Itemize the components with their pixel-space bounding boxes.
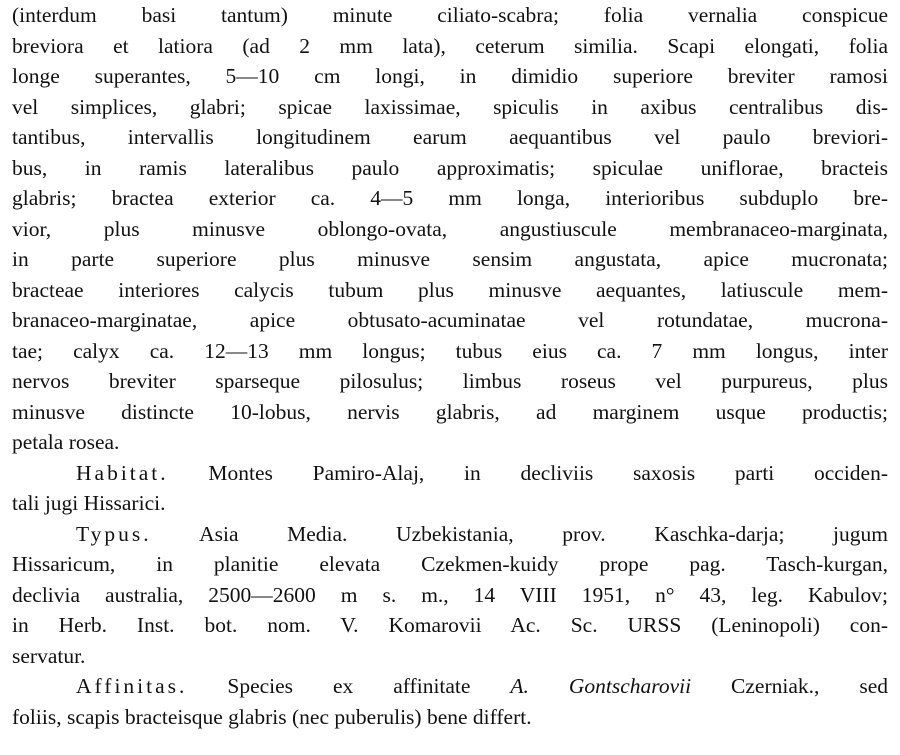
habitat-text: Montes Pamiro-Alaj, in decliviis saxosis parti occiden- [208,460,888,485]
text-line [12,519,888,550]
text-line: (interdum basi tantum) minute ciliato-scabra; folia vernalia conspicue [12,3,888,27]
text-line: declivia australia, 2500—2600 m s. m., 14 VIII 1951, n° 43, leg. Kabulov; [12,582,888,607]
text-line: breviora et latiora (ad 2 mm lata), ceterum similia. Scapi elongati, folia [12,33,888,58]
text-line [12,671,888,702]
text-line: minusve distincte 10-lobus, nervis glabris, ad marginem usque productis; [12,399,888,424]
text-line: tae; calyx ca. 12—13 mm longus; tubus eius ca. 7 mm longus, inter [12,338,888,363]
text-line: longe superantes, 5—10 cm longi, in dimidio superiore breviter ramosi [12,64,888,88]
document-page [12,0,888,732]
text-line: Hissaricum, in planitie elevata Czekmen-kuidy prope pag. Tasch-kurgan, [12,552,888,576]
text-line: servatur. [12,643,86,668]
text-line: tali jugi Hissarici. [12,491,166,515]
description-paragraph [12,0,888,458]
habitat-paragraph [12,458,888,519]
text-line: tantibus, intervallis longitudinem earum aequantibus vel paulo breviori- [12,125,888,149]
text-line: in parte superiore plus minusve sensim angustata, apice mucronata; [12,247,888,271]
typus-paragraph [12,519,888,672]
text-line: nervos breviter sparseque pilosulus; limbus roseus vel purpureus, plus [12,369,888,393]
habitat-label: Habitat. [76,460,169,485]
species-name: A. Gontscharovii [510,674,692,698]
affinitas-text-end: Czerniak., sed [731,674,888,698]
affinitas-text: Species ex affinitate [227,674,471,698]
text-line: petala rosea. [12,430,120,454]
text-line: vior, plus minusve oblongo-ovata, angustiuscule membranaceo-marginata, [12,216,888,241]
text-line: foliis, scapis bracteisque glabris (nec puberulis) bene differt. [12,704,532,729]
text-line: in Herb. Inst. bot. nom. V. Komarovii Ac. Sc. URSS (Leninopoli) con- [12,613,888,637]
typus-text: Asia Media. Uzbekistania, prov. Kaschka-darja; jugum [199,521,888,546]
text-line: branaceo-marginatae, apice obtusato-acuminatae vel rotundatae, mucrona- [12,308,888,332]
text-line: glabris; bractea exterior ca. 4—5 mm longa, interioribus subduplo bre- [12,186,888,210]
text-line: bus, in ramis lateralibus paulo approximatis; spiculae uniflorae, bracteis [12,155,888,180]
text-line: bracteae interiores calycis tubum plus minusve aequantes, latiuscule mem- [12,277,888,302]
text-line: vel simplices, glabri; spicae laxissimae, spiculis in axibus centralibus dis- [12,94,888,119]
affinitas-label: Affinitas. [76,674,188,698]
affinitas-paragraph [12,671,888,732]
text-line [12,458,888,489]
typus-label: Typus. [76,521,152,546]
